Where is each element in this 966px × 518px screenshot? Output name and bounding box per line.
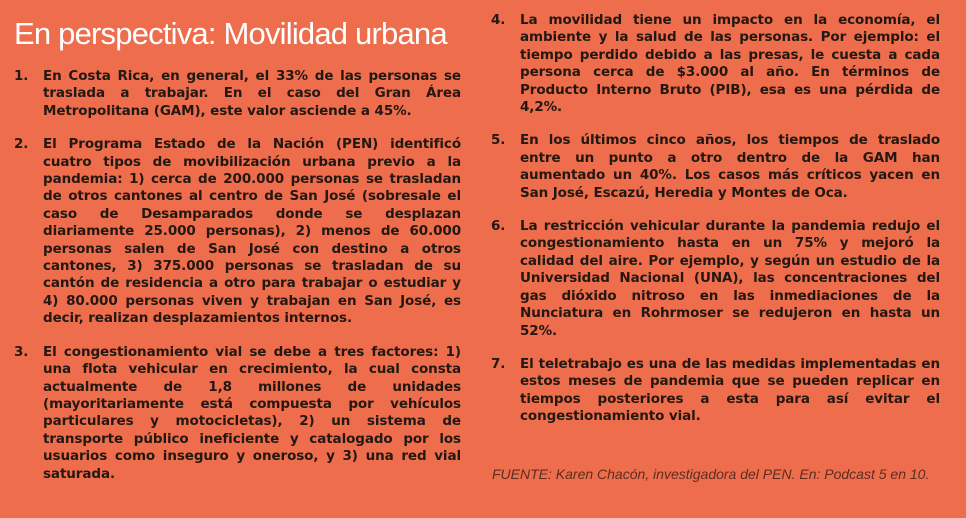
left-column xyxy=(14,68,461,499)
list-item xyxy=(14,344,461,483)
item-text: La movilidad tiene un impacto en la economía, el ambiente y la salud de las personas. Por ejemplo: el tiempo perdido debido a las presas, le cuesta a cada persona cerca de $3.000 al año. En términos de Producto Interno Bruto (PIB), esa es una pérdida de 4,2%. xyxy=(520,12,940,116)
list-item xyxy=(491,356,940,426)
item-text: En Costa Rica, en general, el 33% de las personas se traslada a trabajar. En el caso del Gran Área Metropolitana (GAM), este valor asciende a 45%. xyxy=(43,68,461,119)
list-item xyxy=(491,218,940,340)
item-number: 4. xyxy=(491,12,506,28)
list-item xyxy=(14,68,461,120)
source-note: FUENTE: Karen Chacón, investigadora del PEN. En: Podcast 5 en 10. xyxy=(492,466,930,482)
item-text: La restricción vehicular durante la pandemia redujo el congestionamiento hasta en un 75% y mejoró la calidad del aire. Por ejemplo, y según un estudio de la Universidad Nacional (UNA), las concentraciones del gas dióxido nitroso en las inmediaciones de la Nunciatura en Rohrmoser se redujeron en hasta un 52%. xyxy=(520,218,940,339)
item-text: El Programa Estado de la Nación (PEN) identificó cuatro tipos de movibilización urbana previo a la pandemia: 1) cerca de 200.000 personas se trasladan de otros cantones al centro de San José (sobresale el caso de Desamparados donde se desplazan diariamente 25.000 personas), 2) menos de 60.000 personas salen de San José con destino a otros cantones, 3) 375.000 personas se trasladan de su cantón de residencia a otro para trabajar o estudiar y 4) 80.000 personas viven y trabajan en San José, es decir, realizan desplazamientos internos. xyxy=(43,136,461,327)
item-text: En los últimos cinco años, los tiempos de traslado entre un punto a otro dentro de la GAM han aumentado un 40%. Los casos más críticos yacen en San José, Escazú, Heredia y Montes de Oca. xyxy=(520,132,940,201)
item-number: 1. xyxy=(14,68,29,84)
item-number: 3. xyxy=(14,343,29,360)
list-item xyxy=(14,136,461,327)
item-number: 6. xyxy=(491,218,506,235)
item-text: El congestionamiento vial se debe a tres factores: 1) una flota vehicular en crecimiento, la cual consta actualmente de 1,8 millones de unidades (mayoritariamente está compuesta por vehículos particulares y motocicletas), 2) un sistema de transporte público ineficiente y catalogado por los usuarios como inseguro y oneroso, y 3) una red vial saturada. xyxy=(43,343,461,482)
list-item xyxy=(491,132,940,202)
page-title: En perspectiva: Movilidad urbana xyxy=(14,16,447,51)
list-item xyxy=(491,12,940,116)
right-column xyxy=(491,12,940,442)
item-number: 5. xyxy=(491,132,506,149)
item-number: 2. xyxy=(14,136,29,153)
item-number: 7. xyxy=(491,355,506,372)
item-text: El teletrabajo es una de las medidas implementadas en estos meses de pandemia que se pueden replicar en tiempos posteriores a esta para así evitar el congestionamiento vial. xyxy=(520,355,940,425)
